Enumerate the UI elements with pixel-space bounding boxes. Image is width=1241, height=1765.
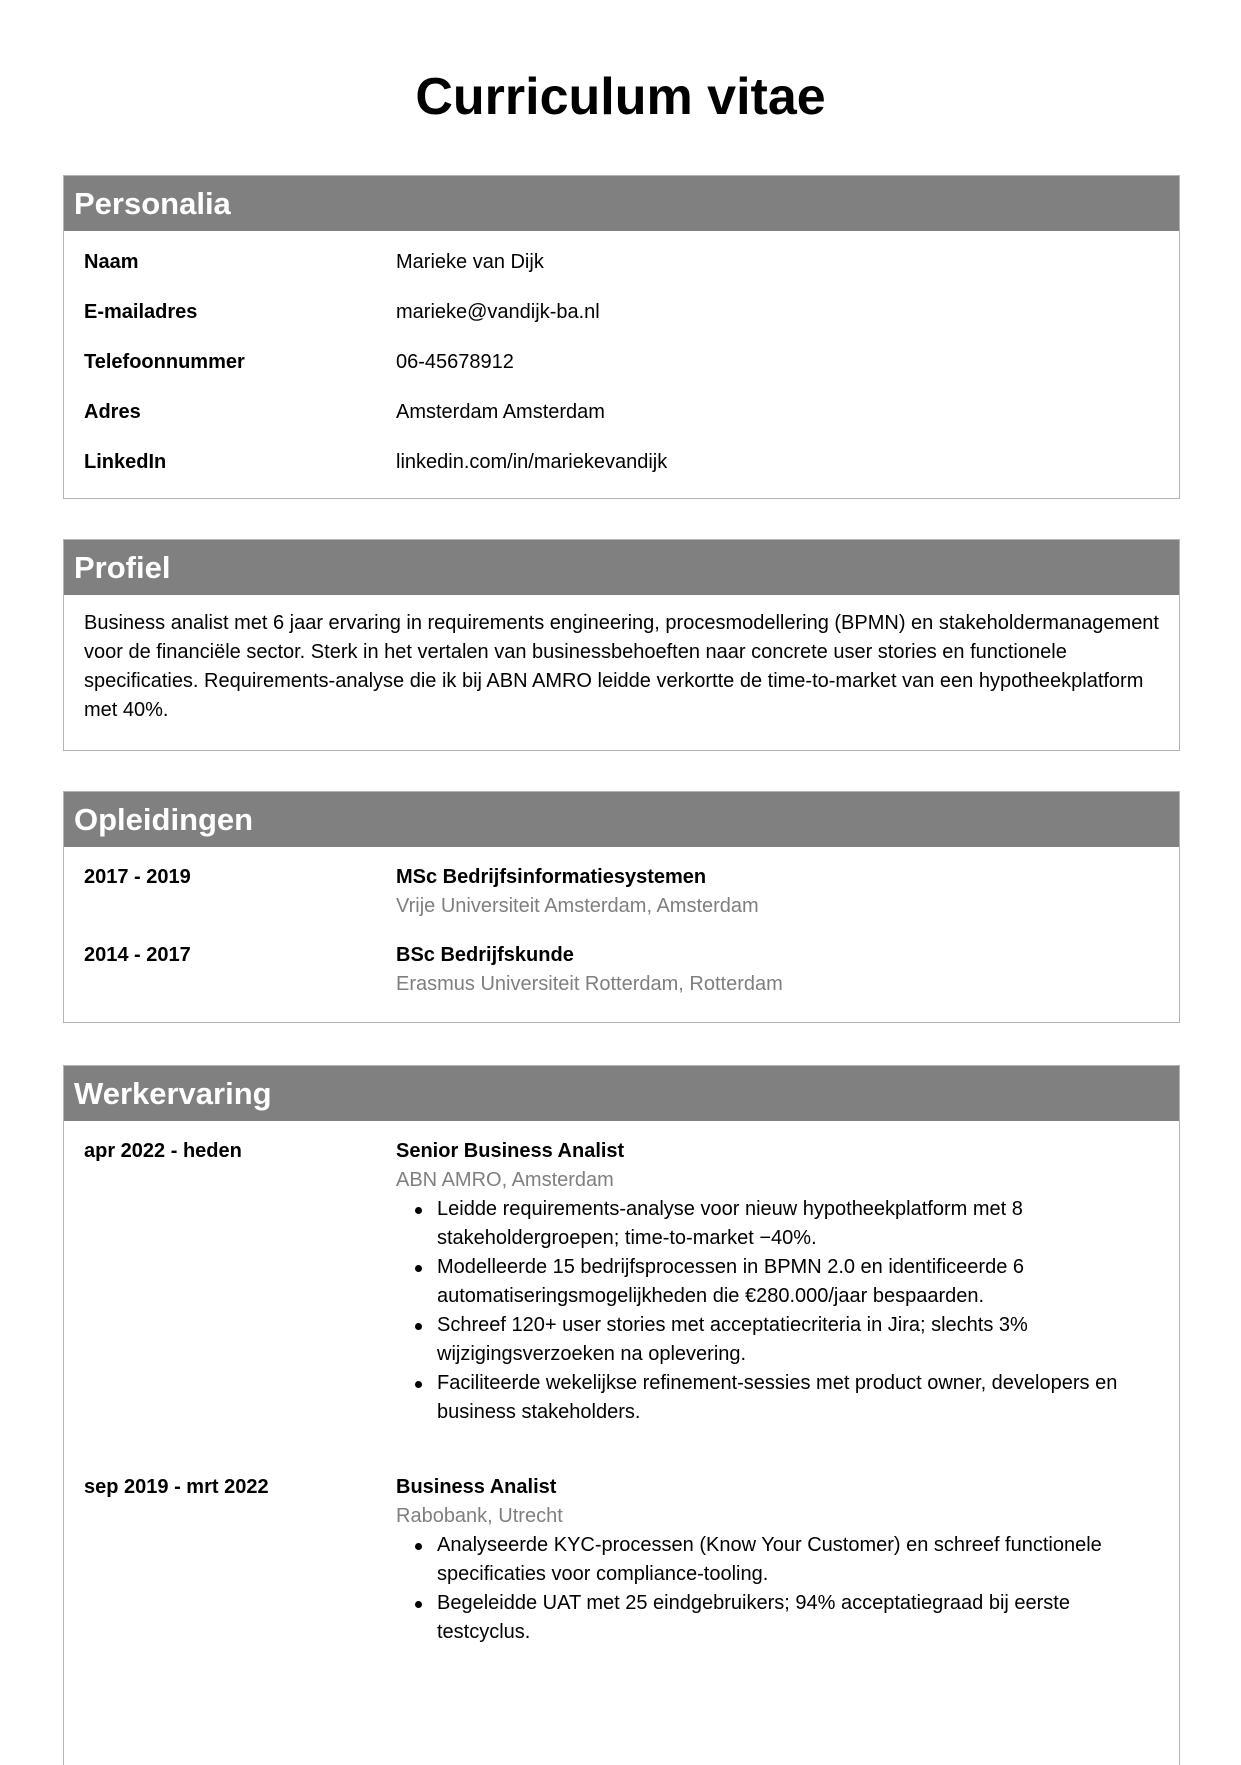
education-period: 2017 - 2019 bbox=[84, 866, 191, 888]
section-heading: Profiel bbox=[64, 540, 1179, 595]
email-value: marieke@vandijk-ba.nl bbox=[396, 301, 600, 323]
work-company: Rabobank, Utrecht bbox=[396, 1505, 563, 1527]
work-bullets bbox=[396, 1531, 1159, 1647]
section-heading: Personalia bbox=[64, 176, 1179, 231]
work-entry bbox=[84, 1473, 1159, 1647]
address-value: Amsterdam Amsterdam bbox=[396, 401, 605, 423]
work-period: apr 2022 - heden bbox=[84, 1140, 242, 1162]
profiel-section bbox=[63, 539, 1180, 751]
work-bullets bbox=[396, 1195, 1159, 1427]
bullet-item: Modelleerde 15 bedrijfsprocessen in BPMN 2.0 en identificeerde 6 automatiseringsmogelijkheden die €280.000/jaar bespaarden. bbox=[437, 1253, 1159, 1311]
education-degree: MSc Bedrijfsinformatiesystemen bbox=[396, 866, 707, 888]
personalia-row bbox=[84, 398, 1159, 448]
section-heading: Werkervaring bbox=[64, 1066, 1179, 1121]
work-company: ABN AMRO, Amsterdam bbox=[396, 1169, 614, 1191]
bullet-item: Begeleidde UAT met 25 eindgebruikers; 94% acceptatiegraad bij eerste testcyclus. bbox=[437, 1589, 1159, 1647]
education-school: Vrije Universiteit Amsterdam, Amsterdam bbox=[396, 895, 759, 917]
opleidingen-section bbox=[63, 791, 1180, 1023]
work-list bbox=[64, 1121, 1179, 1647]
work-entry bbox=[84, 1137, 1159, 1473]
education-entry bbox=[84, 941, 1159, 999]
education-school: Erasmus Universiteit Rotterdam, Rotterdam bbox=[396, 973, 783, 995]
personalia-row bbox=[84, 298, 1159, 348]
field-label: E-mailadres bbox=[84, 301, 198, 323]
education-entry bbox=[84, 863, 1159, 941]
phone-value: 06-45678912 bbox=[396, 351, 514, 373]
bullet-item: Analyseerde KYC-processen (Know Your Customer) en schreef functionele specificaties voor compliance-tooling. bbox=[437, 1531, 1159, 1589]
education-degree: BSc Bedrijfskunde bbox=[396, 944, 574, 966]
field-label: Adres bbox=[84, 401, 141, 423]
education-list bbox=[64, 847, 1179, 999]
work-role: Business Analist bbox=[396, 1476, 557, 1498]
profile-text: Business analist met 6 jaar ervaring in requirements engineering, procesmodellering (BPMN) en stakeholdermanagement voor de financiële sector. Sterk in het vertalen van businessbehoeften naar concrete user stories en functionele specificaties. Requirements-analyse die ik bij ABN AMRO leidde verkortte de time-to-market van een hypotheekplatform met 40%. bbox=[84, 612, 1159, 721]
personalia-row bbox=[84, 248, 1159, 298]
bullet-item: Faciliteerde wekelijkse refinement-sessies met product owner, developers en business stakeholders. bbox=[437, 1369, 1159, 1427]
section-heading: Opleidingen bbox=[64, 792, 1179, 847]
werkervaring-section bbox=[63, 1065, 1180, 1765]
field-value: Marieke van Dijk bbox=[396, 251, 544, 273]
personalia-row bbox=[84, 448, 1159, 498]
education-period: 2014 - 2017 bbox=[84, 944, 191, 966]
field-label: LinkedIn bbox=[84, 451, 167, 473]
field-label: Naam bbox=[84, 251, 139, 273]
personalia-section bbox=[63, 175, 1180, 499]
field-label: Telefoonnummer bbox=[84, 351, 245, 373]
work-role: Senior Business Analist bbox=[396, 1140, 625, 1162]
personalia-row bbox=[84, 348, 1159, 398]
work-period: sep 2019 - mrt 2022 bbox=[84, 1476, 269, 1498]
bullet-item: Leidde requirements-analyse voor nieuw hypotheekplatform met 8 stakeholdergroepen; time-to-market −40%. bbox=[437, 1195, 1159, 1253]
linkedin-value: linkedin.com/in/mariekevandijk bbox=[396, 451, 668, 473]
personalia-table bbox=[64, 231, 1179, 498]
page-title: Curriculum vitae bbox=[415, 68, 826, 126]
bullet-item: Schreef 120+ user stories met acceptatiecriteria in Jira; slechts 3% wijzigingsverzoeken na oplevering. bbox=[437, 1311, 1159, 1369]
